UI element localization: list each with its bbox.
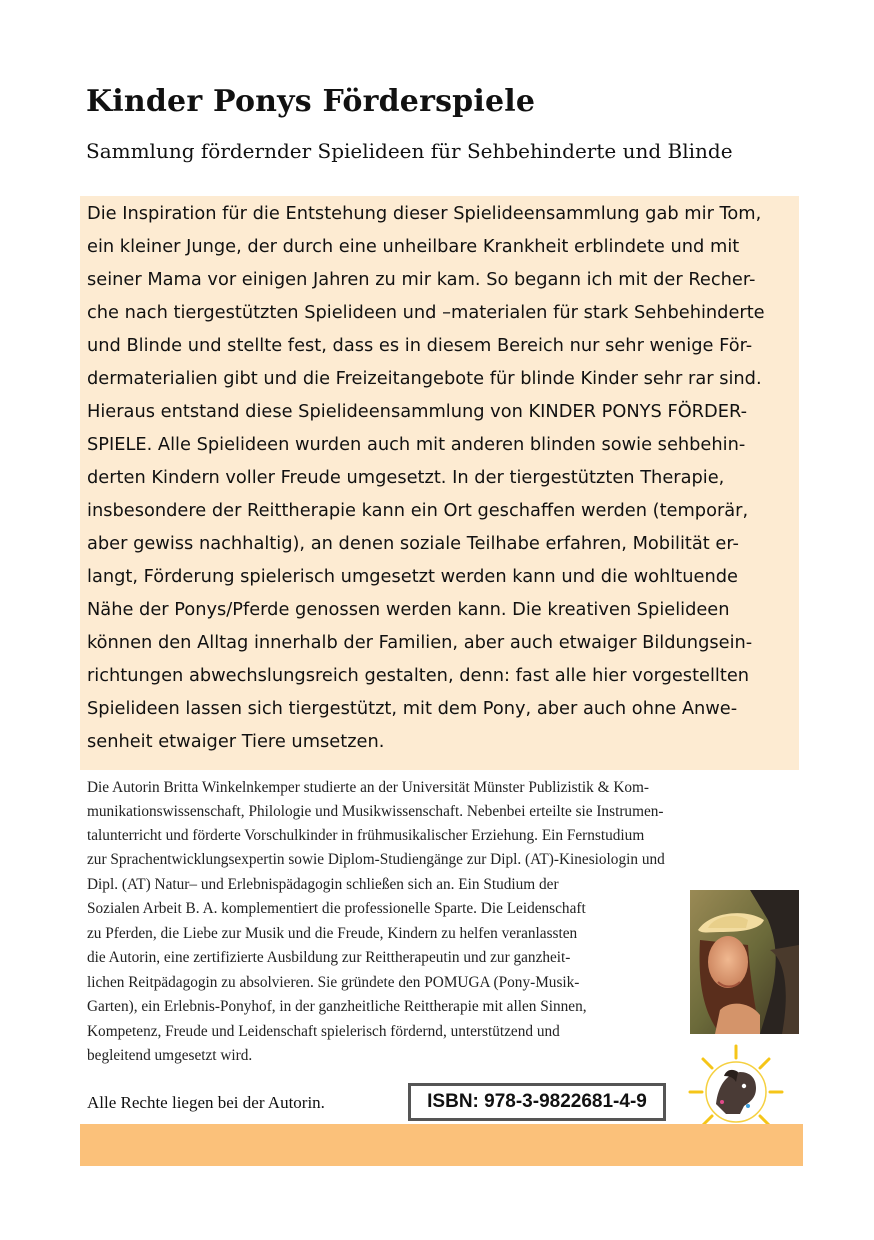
bio-line: lichen Reitpädagogin zu absolvieren. Sie gründete den POMUGA (Pony-Musik- bbox=[87, 974, 580, 991]
intro-line: SPIELE. Alle Spielideen wurden auch mit anderen blinden sowie sehbehin- bbox=[87, 434, 746, 455]
bio-line: Die Autorin Britta Winkelnkemper studierte an der Universität Münster Publizistik & Kom- bbox=[87, 779, 650, 796]
bio-line: munikationswissenschaft, Philologie und Musikwissenschaft. Nebenbei erteilte sie Instrumen- bbox=[87, 803, 664, 820]
intro-line: können den Alltag innerhalb der Familien, aber auch etwaiger Bildungsein- bbox=[87, 632, 753, 653]
intro-line: ein kleiner Junge, der durch eine unheilbare Krankheit erblindete und mit bbox=[87, 236, 740, 257]
author-photo bbox=[690, 890, 799, 1034]
intro-line: langt, Förderung spielerisch umgesetzt werden kann und die wohltuende bbox=[87, 566, 738, 587]
intro-line: Nähe der Ponys/Pferde genossen werden kann. Die kreativen Spielideen bbox=[87, 599, 730, 620]
isbn-box: ISBN: 978-3-9822681-4-9 bbox=[408, 1083, 666, 1121]
bio-line: die Autorin, eine zertifizierte Ausbildung zur Reittherapeutin und zur ganzheit- bbox=[87, 949, 571, 966]
bio-line: Dipl. (AT) Natur– und Erlebnispädagogin schließen sich an. Ein Studium der bbox=[87, 876, 559, 893]
intro-line: und Blinde und stellte fest, dass es in diesem Bereich nur sehr wenige För- bbox=[87, 335, 753, 356]
intro-line: dermaterialien gibt und die Freizeitangebote für blinde Kinder sehr rar sind. bbox=[87, 368, 762, 389]
intro-line: aber gewiss nachhaltig), an denen soziale Teilhabe erfahren, Mobilität er- bbox=[87, 533, 739, 554]
bio-line: zu Pferden, die Liebe zur Musik und die Freude, Kindern zu helfen veranlassten bbox=[87, 925, 578, 942]
bio-line: zur Sprachentwicklungsexpertin sowie Diplom-Studiengänge zur Dipl. (AT)-Kinesiologin und bbox=[87, 851, 665, 868]
intro-line: che nach tiergestützten Spielideen und –materialen für stark Sehbehinderte bbox=[87, 302, 765, 323]
intro-line: Die Inspiration für die Entstehung dieser Spielideensammlung gab mir Tom, bbox=[87, 203, 762, 224]
bio-line: Sozialen Arbeit B. A. komplementiert die professionelle Sparte. Die Leidenschaft bbox=[87, 900, 586, 917]
footer-bar bbox=[80, 1124, 803, 1166]
book-subtitle: Sammlung fördernder Spielideen für Sehbehinderte und Blinde bbox=[86, 139, 733, 163]
intro-line: richtungen abwechslungsreich gestalten, denn: fast alle hier vorgestellten bbox=[87, 665, 750, 686]
intro-line: insbesondere der Reittherapie kann ein Ort geschaffen werden (temporär, bbox=[87, 500, 749, 521]
book-title: Kinder Ponys Förderspiele bbox=[86, 84, 536, 119]
rights-notice: Alle Rechte liegen bei der Autorin. bbox=[87, 1093, 325, 1112]
intro-line: Hieraus entstand diese Spielideensammlung von KINDER PONYS FÖRDER- bbox=[87, 401, 748, 422]
intro-line: derten Kindern voller Freude umgesetzt. In der tiergestützten Therapie, bbox=[87, 467, 725, 488]
intro-line: senheit etwaiger Tiere umsetzen. bbox=[87, 731, 385, 752]
bio-line: begleitend umgesetzt wird. bbox=[87, 1047, 253, 1064]
intro-line: seiner Mama vor einigen Jahren zu mir kam. So begann ich mit der Recher- bbox=[87, 269, 756, 290]
bio-line: Garten), ein Erlebnis-Ponyhof, in der ganzheitliche Reittherapie mit allen Sinnen, bbox=[87, 998, 587, 1015]
intro-line: Spielideen lassen sich tiergestützt, mit dem Pony, aber auch ohne Anwe- bbox=[87, 698, 738, 719]
bio-line: Kompetenz, Freude und Leidenschaft spielerisch fördernd, unterstützend und bbox=[87, 1023, 560, 1040]
bio-line: talunterricht und förderte Vorschulkinder in frühmusikalischer Erziehung. Ein Fernstudium bbox=[87, 827, 645, 844]
